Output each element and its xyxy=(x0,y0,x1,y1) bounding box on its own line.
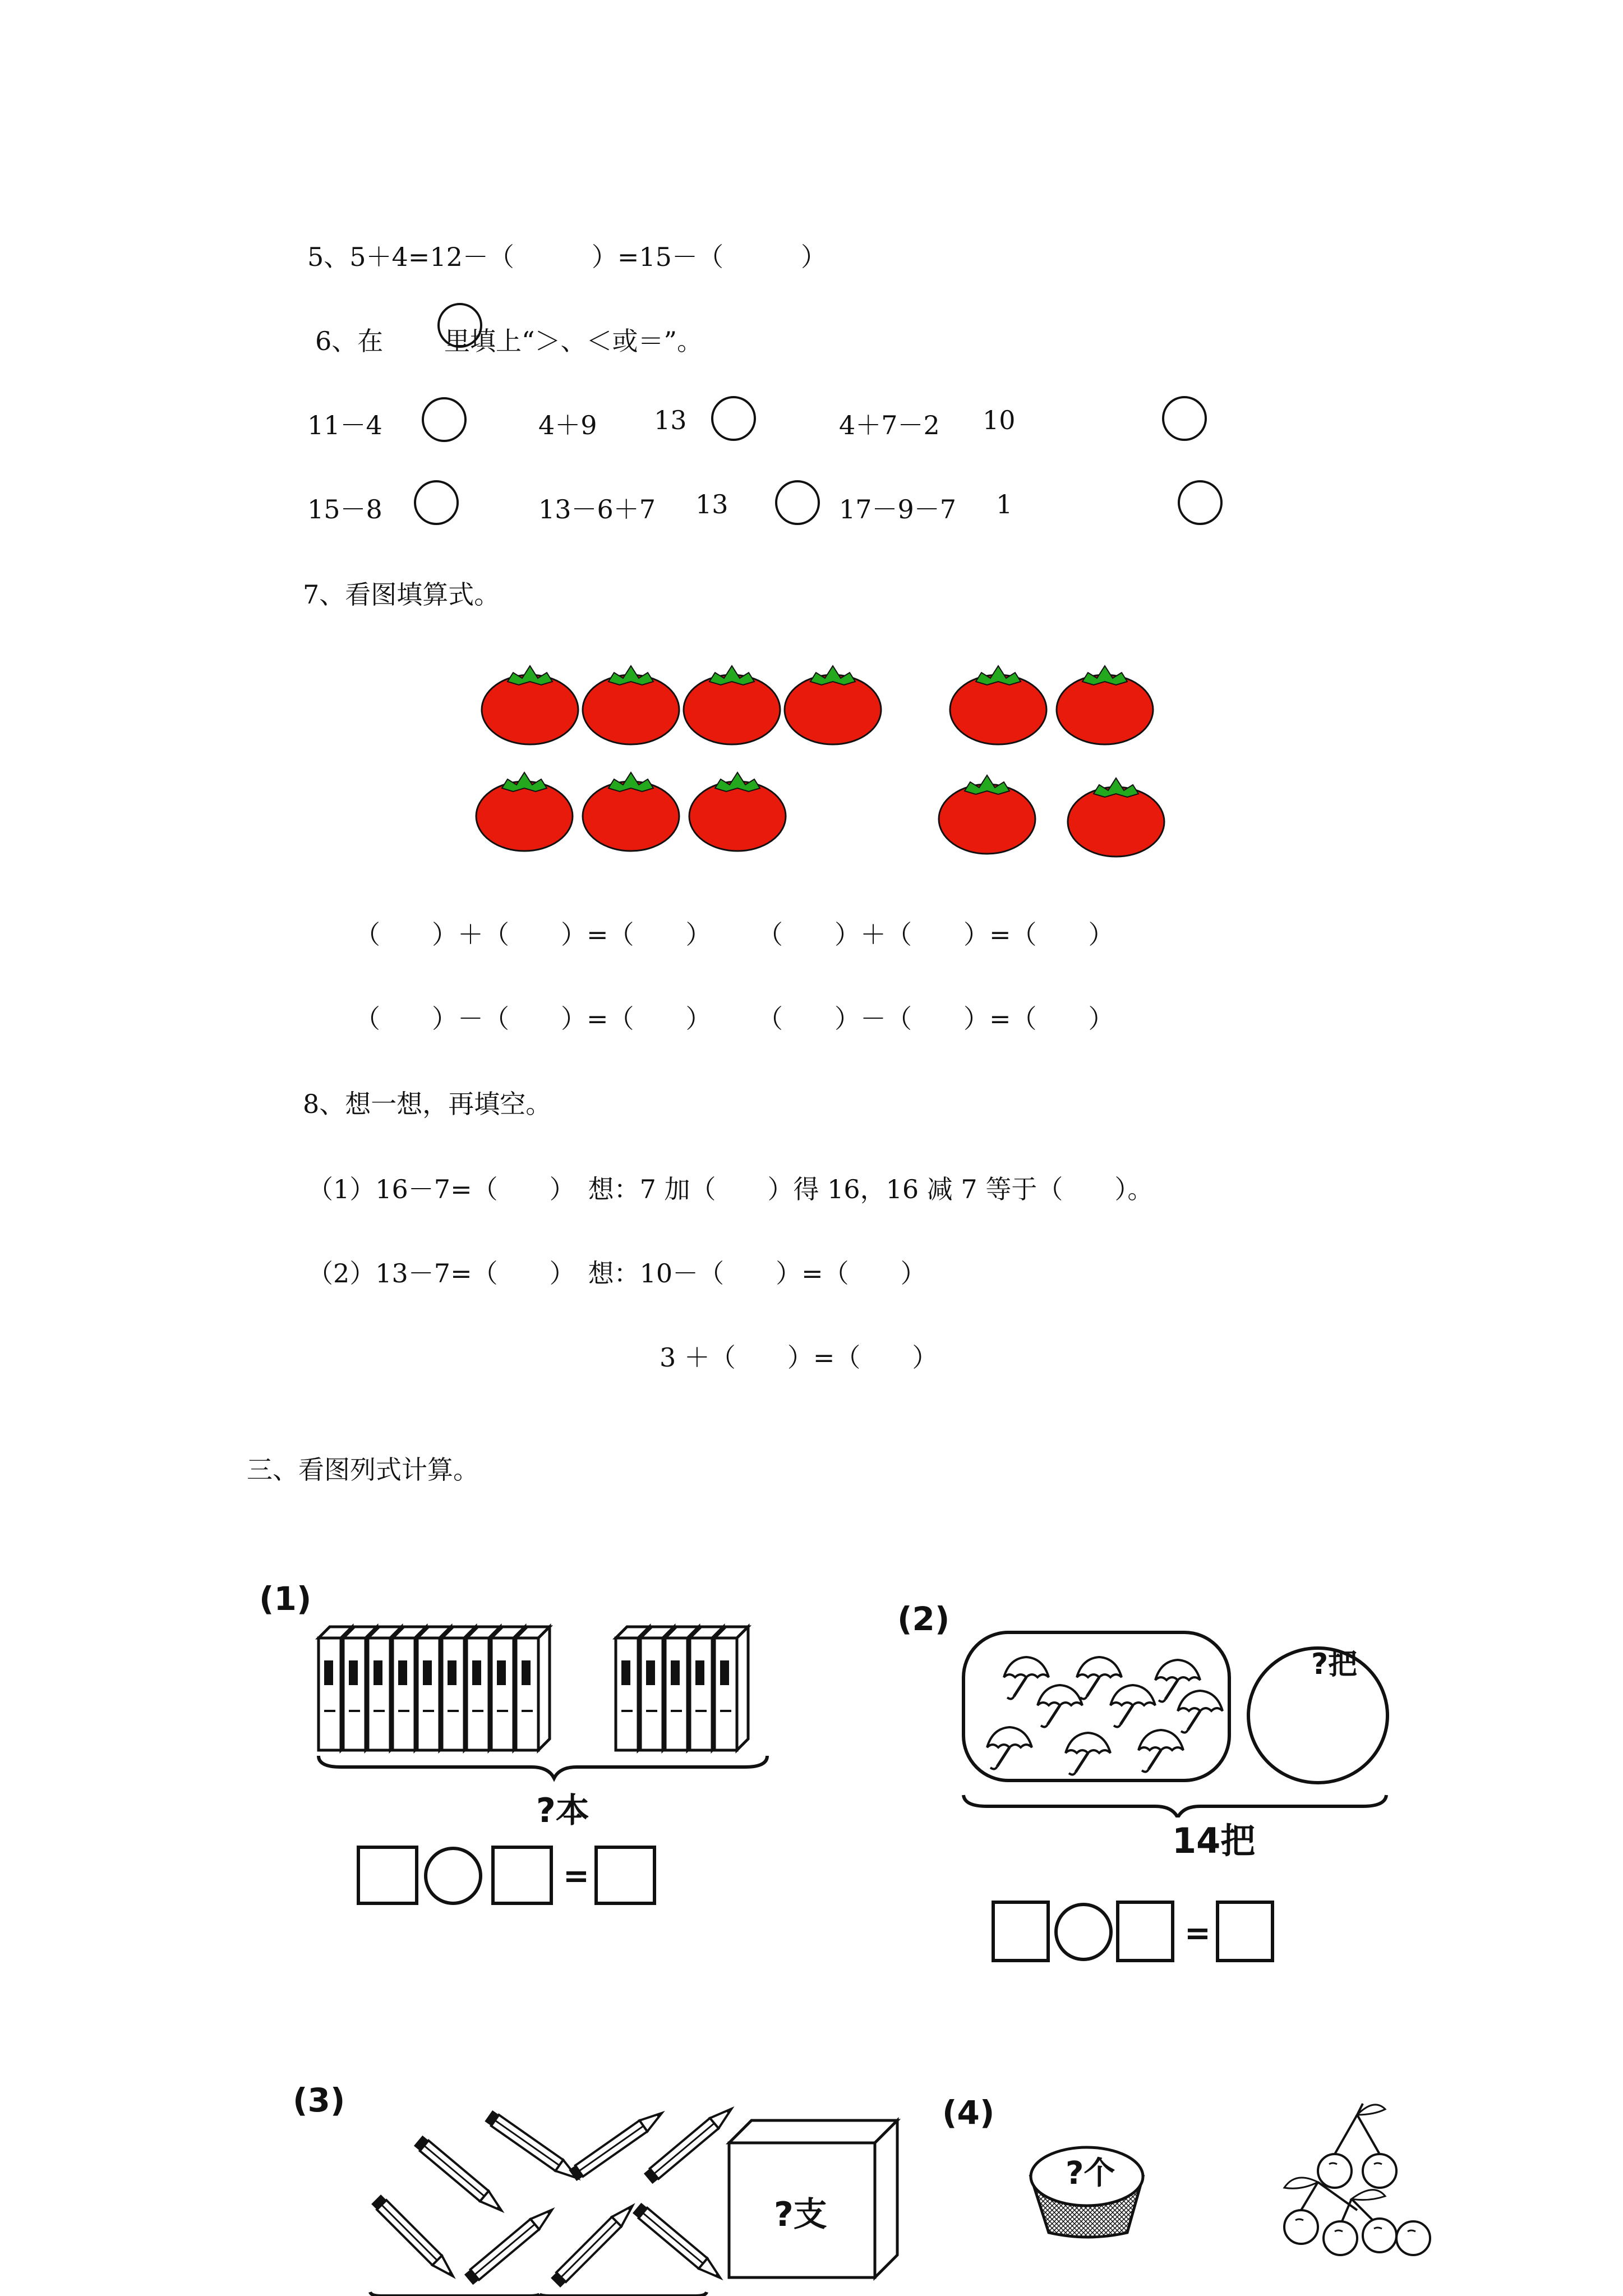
compare-circle[interactable] xyxy=(1162,396,1207,441)
question-5: 5、5＋4=12－（ ）=15－（ ） xyxy=(307,242,827,272)
subtraction-blank-equation[interactable]: （ ）－（ ）=（ ） xyxy=(757,1004,1114,1034)
problem-3-label: (3) xyxy=(293,2081,345,2119)
compare-value: 1 xyxy=(996,489,1013,519)
compare-value: 10 xyxy=(983,405,1016,435)
compare-expr: 11－4 xyxy=(307,410,382,440)
books-illustration xyxy=(307,1616,812,1784)
operator-circle[interactable] xyxy=(424,1847,482,1905)
addition-blank-equation[interactable]: （ ）＋（ ）=（ ） xyxy=(757,919,1114,950)
umbrellas-unknown: ?把 xyxy=(1311,1648,1358,1681)
question-8-part-2[interactable]: （2）13－7=（ ） 想：10－（ ）=（ ） xyxy=(307,1258,926,1289)
compare-circle[interactable] xyxy=(414,480,459,525)
equals-sign: = xyxy=(563,1858,589,1894)
question-8-part-1[interactable]: （1）16－7=（ ） 想：7 加（ ）得 16，16 减 7 等于（ ）。 xyxy=(307,1174,1154,1204)
question-8-title: 8、想一想，再填空。 xyxy=(303,1089,552,1119)
problem-2-label: (2) xyxy=(897,1600,950,1638)
compare-circle[interactable] xyxy=(775,480,820,525)
question-6-title-start: 6、在 xyxy=(315,326,384,356)
cherries-illustration xyxy=(1021,2098,1447,2296)
question-7-title: 7、看图填算式。 xyxy=(303,579,500,610)
compare-expr: 4＋9 xyxy=(538,410,597,440)
equals-sign: = xyxy=(1184,1915,1211,1952)
subtraction-blank-equation[interactable]: （ ）－（ ）=（ ） xyxy=(354,1004,712,1034)
compare-expr: 17－9－7 xyxy=(839,494,957,524)
books-total-unknown: ?本 xyxy=(536,1791,589,1830)
answer-box[interactable] xyxy=(1116,1901,1174,1962)
compare-value: 13 xyxy=(654,405,687,435)
answer-box[interactable] xyxy=(1216,1901,1274,1962)
problem-4-label: (4) xyxy=(942,2093,995,2132)
section-3-title: 三、看图列式计算。 xyxy=(247,1455,479,1485)
compare-circle[interactable] xyxy=(422,397,467,442)
compare-circle[interactable] xyxy=(1178,480,1223,525)
problem-1-label: (1) xyxy=(259,1580,312,1618)
compare-expr: 15－8 xyxy=(307,494,382,524)
compare-expr: 13－6＋7 xyxy=(538,494,656,524)
question-6-title-end: 里填上“＞、＜或＝”。 xyxy=(444,326,703,356)
operator-circle[interactable] xyxy=(1054,1903,1113,1961)
compare-circle[interactable] xyxy=(711,396,756,441)
pencils-illustration xyxy=(359,2098,920,2296)
compare-expr: 4＋7－2 xyxy=(839,410,940,440)
answer-box[interactable] xyxy=(357,1846,418,1905)
addition-blank-equation[interactable]: （ ）＋（ ）=（ ） xyxy=(354,919,712,950)
answer-box[interactable] xyxy=(594,1846,656,1905)
pencils-unknown: ?支 xyxy=(774,2195,827,2234)
tomato-illustration xyxy=(460,645,1189,881)
answer-box[interactable] xyxy=(992,1901,1050,1962)
question-8-part-2-step[interactable]: 3 ＋（ ）=（ ） xyxy=(660,1342,938,1373)
compare-value: 13 xyxy=(695,489,728,519)
umbrellas-total: 14把 xyxy=(1172,1820,1256,1861)
answer-box[interactable] xyxy=(491,1846,553,1905)
bowl-unknown: ?个 xyxy=(1066,2155,1115,2192)
